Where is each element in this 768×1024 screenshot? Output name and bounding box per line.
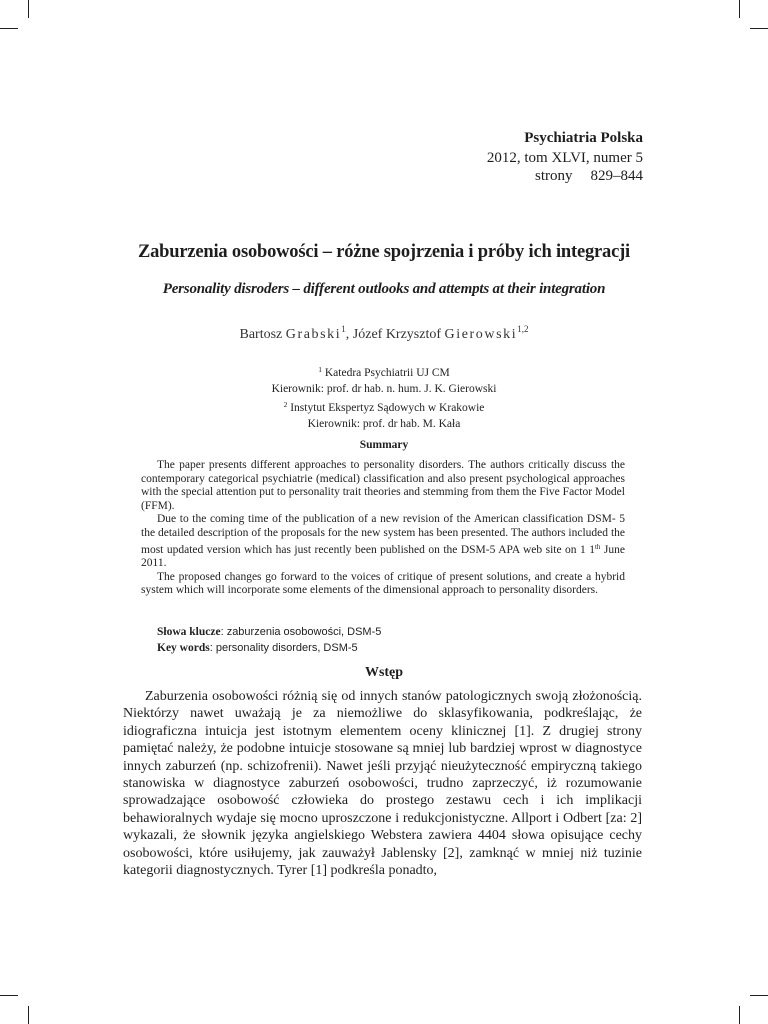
affiliation-2 <box>0 397 768 417</box>
pages-label: strony <box>535 168 573 184</box>
title-polish: Zaburzenia osobowości – różne spojrzenia i próby ich integracji <box>137 242 630 262</box>
title-english: Personality disroders – different outlooks and attempts at their integration <box>162 281 606 297</box>
keywords-polish <box>157 624 381 640</box>
affiliation-1 <box>0 362 768 382</box>
affiliations <box>0 362 768 432</box>
body-paragraph-1: Zaburzenia osobowości różnią się od innych stanów patologicznych swoją złożonością. Niektórzy nawet uważają je za niemożliwe do sklasyfikowania, podkreślając, że idiograficzna intuicja jest istotnym elementem oceny klinicznej [1]. Z drugiej strony pamiętać należy, że podobne intuicje stosowane są mniej lub bardziej wprost w diagnostyce innych zaburzeń (np. schizofrenii). Nawet jeśli przyjąć nieużyteczność empiryczną takiego stanowiska w diagnostyce zaburzeń osobowości, trudno zaprzeczyć, iż rozumowanie sprowadzające osobowość człowieka do prostego zestawu cech i ich implikacji behawioralnych wydaje się mocno uproszczone i redukcjonistyczne. Allport i Odbert [za: 2] wykazali, że słownik języka angielskiego Webstera zawiera 4404 słowa opisujące cechy osobowości, które usiłujemy, jak zauważył Jablensky [2], zamknąć w mniej niż tuzinie kategorii diagnostycznych. Tyrer [1] podkreśla ponadto, <box>123 689 642 879</box>
author1-first: Bartosz <box>239 327 286 342</box>
journal-volume: 2012, tom XLVI, numer 5 <box>486 150 643 166</box>
keywords-pl-label: Słowa klucze <box>157 626 221 638</box>
summary-p2-end: June 2011. <box>141 543 625 570</box>
author1-last: Grabski <box>285 327 342 342</box>
body-text <box>123 688 642 879</box>
author-separator: , Józef Krzysztof <box>345 327 445 342</box>
authors-line <box>0 324 768 343</box>
affiliation-2-text: Instytut Ekspertyz Sądowych w Krakowie <box>287 402 485 414</box>
affiliation-2-sup: 2 <box>283 400 288 409</box>
summary-paragraph-1: The paper presents different approaches to personality disorders. The authors critically discuss the contemporary categorical psychiatrie (medical) classification and also present psychological approaches with the special attention put to personality trait theories and stemming from them the Five Factor Model (FFM). <box>141 459 625 512</box>
keywords-english <box>157 640 381 656</box>
journal-pages <box>535 168 643 185</box>
pages-range: 829–844 <box>590 168 643 184</box>
summary-paragraph-3: The proposed changes go forward to the voices of critique of present solutions, and create a hybrid system which will incorporate some elements of the dimensional approach to personality disorders. <box>141 570 625 597</box>
author1-sup: 1 <box>341 324 346 334</box>
affiliation-2-head: Kierownik: prof. dr hab. M. Kała <box>307 417 461 430</box>
keywords-en-label: Key words <box>157 642 210 654</box>
affiliation-1-text: Katedra Psychiatrii UJ CM <box>321 367 450 379</box>
keywords-pl-value: : zaburzenia osobowości, DSM-5 <box>220 626 382 638</box>
summary-abstract <box>141 459 625 598</box>
affiliation-1-head: Kierownik: prof. dr hab. n. hum. J. K. Gierowski <box>271 382 497 395</box>
author2-sup: 1,2 <box>517 324 529 334</box>
summary-p2-sup: th <box>594 542 601 551</box>
summary-paragraph-2 <box>141 513 625 570</box>
summary-heading: Summary <box>359 439 409 451</box>
section-heading-wstep: Wstęp <box>364 665 404 680</box>
author2-last: Gierowski <box>444 327 518 342</box>
journal-name: Psychiatria Polska <box>524 130 643 146</box>
keywords <box>157 624 381 656</box>
summary-p2-text: Due to the coming time of the publication of a new revision of the American classification DSM- 5 the detailed description of the proposals for the new system has been presented. The authors included the most updated version which has just recently been published on the DSM-5 APA web site on 1 1 <box>141 513 625 556</box>
affiliation-1-sup: 1 <box>318 365 322 374</box>
keywords-en-value: : personality disorders, DSM-5 <box>209 642 358 654</box>
journal-header <box>487 128 643 168</box>
